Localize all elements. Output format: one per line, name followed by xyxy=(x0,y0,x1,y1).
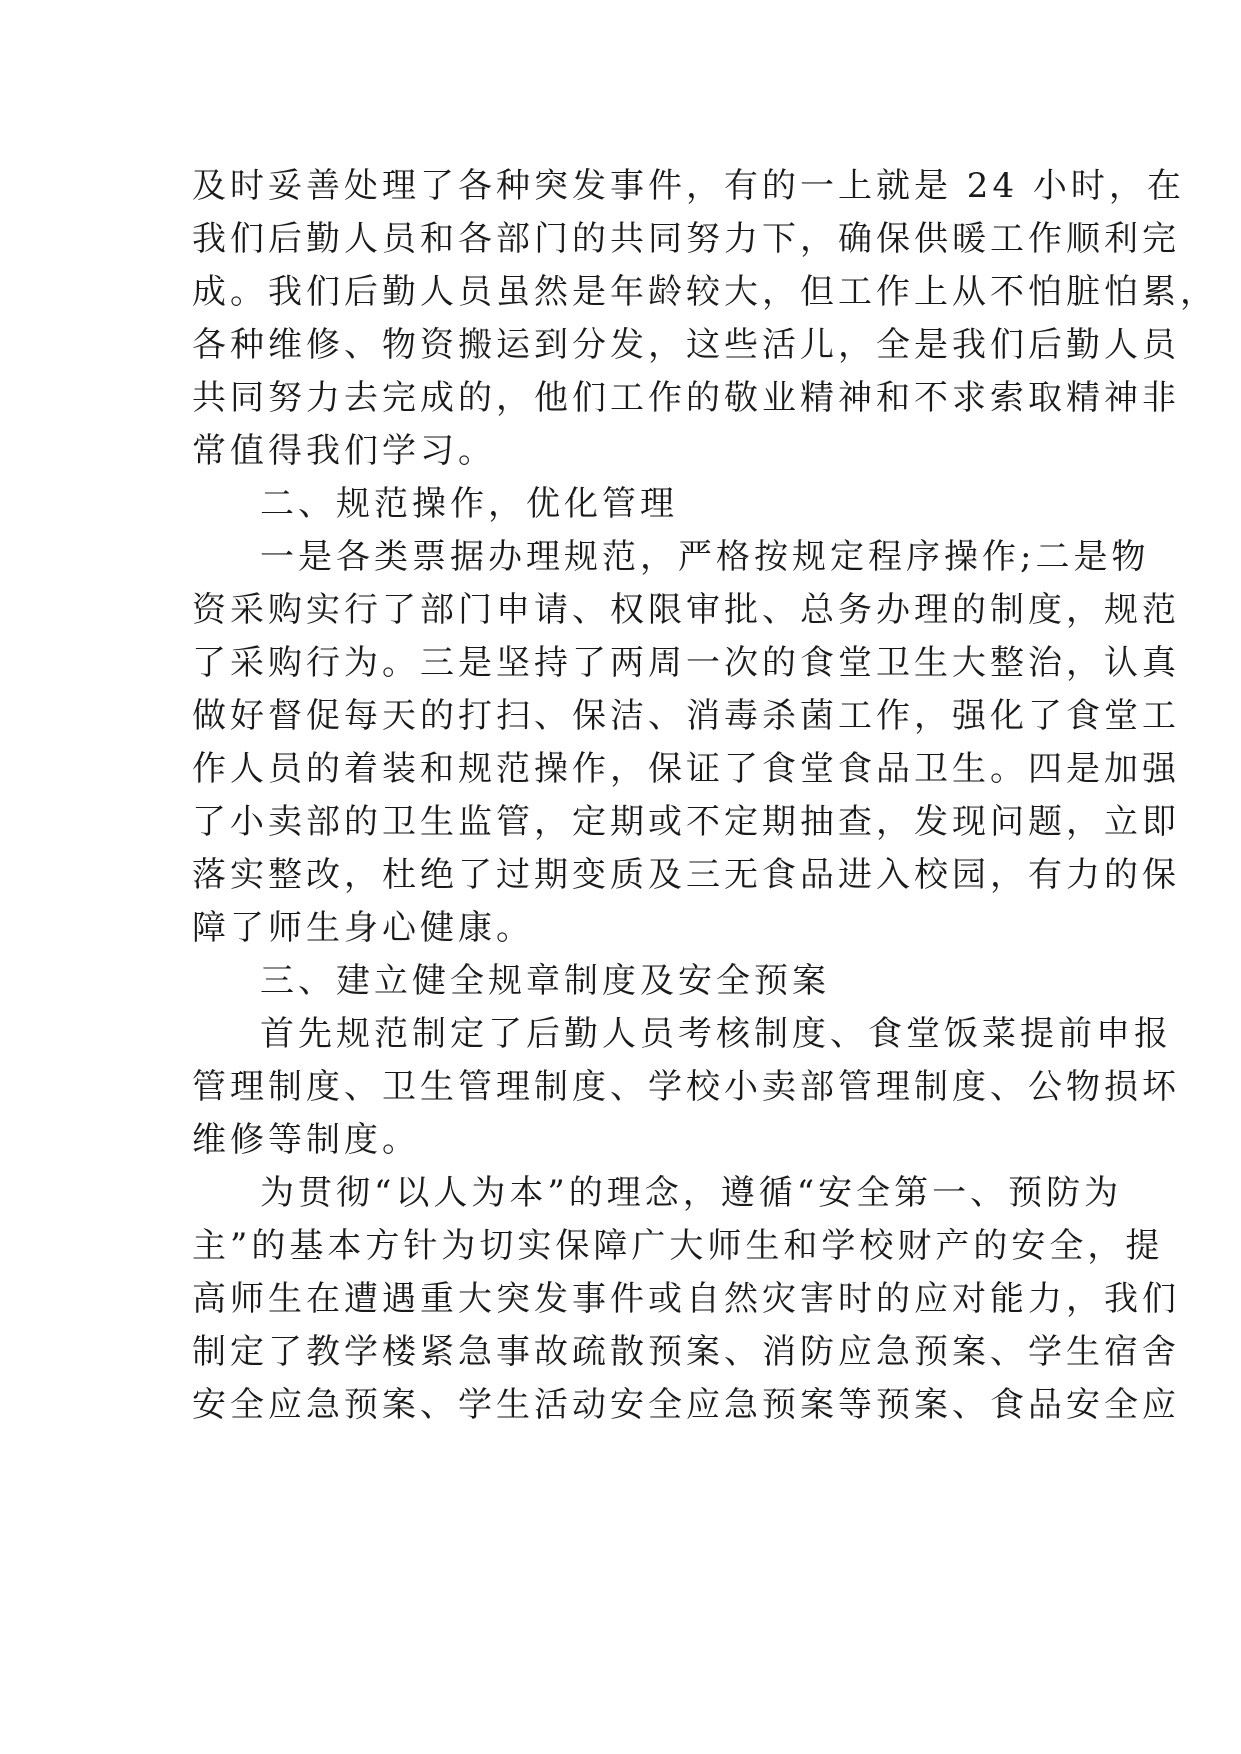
text-line: 高师生在遭遇重大突发事件或自然灾害时的应对能力，我们 xyxy=(192,1279,1180,1319)
text-line: 我们后勤人员和各部门的共同努力下，确保供暖工作顺利完 xyxy=(192,219,1180,259)
text-line: 成。我们后勤人员虽然是年龄较大，但工作上从不怕脏怕累， xyxy=(192,272,1218,312)
text-line: 安全应急预案、学生活动安全应急预案等预案、食品安全应 xyxy=(192,1385,1180,1425)
paragraph-first-line: 为贯彻“以人为本”的理念，遵循“安全第一、预防为 xyxy=(260,1173,1123,1213)
paragraph-first-line: 二、规范操作，优化管理 xyxy=(260,484,678,524)
text-line: 维修等制度。 xyxy=(192,1120,420,1160)
document-body xyxy=(192,160,1218,1432)
paragraph-first-line: 首先规范制定了后勤人员考核制度、食堂饭菜提前申报 xyxy=(260,1014,1172,1054)
text-line: 了采购行为。三是坚持了两周一次的食堂卫生大整治，认真 xyxy=(192,643,1180,683)
text-line: 常值得我们学习。 xyxy=(192,431,496,471)
text-line: 制定了教学楼紧急事故疏散预案、消防应急预案、学生宿舍 xyxy=(192,1332,1180,1372)
text-line: 障了师生身心健康。 xyxy=(192,908,534,948)
text-line: 落实整改，杜绝了过期变质及三无食品进入校园，有力的保 xyxy=(192,855,1180,895)
text-line: 了小卖部的卫生监管，定期或不定期抽查，发现问题，立即 xyxy=(192,802,1180,842)
text-line: 各种维修、物资搬运到分发，这些活儿，全是我们后勤人员 xyxy=(192,325,1180,365)
text-line: 作人员的着装和规范操作，保证了食堂食品卫生。四是加强 xyxy=(192,749,1180,789)
text-line: 及时妥善处理了各种突发事件，有的一上就是 24 小时，在 xyxy=(192,166,1185,206)
text-line: 管理制度、卫生管理制度、学校小卖部管理制度、公物损坏 xyxy=(192,1067,1180,1107)
paragraph-first-line: 一是各类票据办理规范，严格按规定程序操作;二是物 xyxy=(260,537,1150,577)
text-line: 主”的基本方针为切实保障广大师生和学校财产的安全，提 xyxy=(192,1226,1164,1266)
text-line: 做好督促每天的打扫、保洁、消毒杀菌工作，强化了食堂工 xyxy=(192,696,1180,736)
text-line: 资采购实行了部门申请、权限审批、总务办理的制度，规范 xyxy=(192,590,1180,630)
text-line: 共同努力去完成的，他们工作的敬业精神和不求索取精神非 xyxy=(192,378,1180,418)
paragraph-first-line: 三、建立健全规章制度及安全预案 xyxy=(260,961,830,1001)
